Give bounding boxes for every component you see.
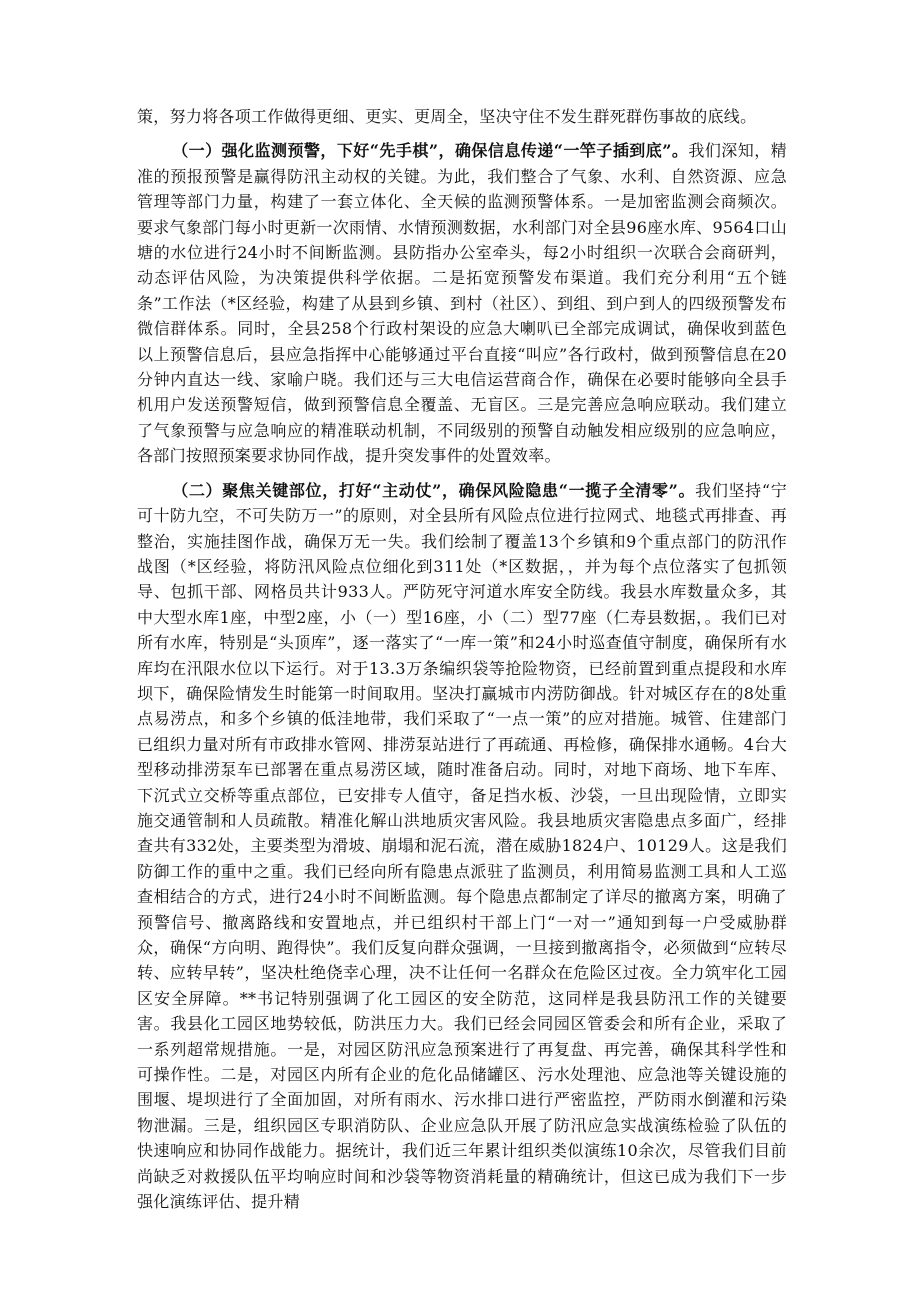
intro-paragraph-tail (137, 104, 787, 129)
section-1-body: 我们深知，精准的预报预警是赢得防汛主动权的关键。为此，我们整合了气象、水利、自然资源、应急管理等部门力量，构建了一套立体化、全天候的监测预警体系。一是加密监测会商频次。要求气象部门每小时更新一次雨情、水情预测数据，水利部门对全县96座水库、9564口山塘的水位进行24小时不间断监测。县防指办公室牵头，每2小时组织一次联合会商研判，动态评估风险，为决策提供科学依据。二是拓宽预警发布渠道。我们充分利用“五个链条”工作法（*区经验，构建了从县到乡镇、到村（社区）、到组、到户到人的四级预警发布微信群体系。同时，全县258个行政村架设的应急大喇叭已全部完成调试，确保收到蓝色以上预警信息后，县应急指挥中心能够通过平台直接“叫应”各行政村，做到预警信息在20分钟内直达一线、家喻户晓。我们还与三大电信运营商合作，确保在必要时能够向全县手机用户发送预警短信，做到预警信息全覆盖、无盲区。三是完善应急响应联动。我们建立了气象预警与应急响应的精准联动机制，不同级别的预警自动触发相应级别的应急响应，各部门按照预案要求协同作战，提升突发事件的处置效率。 (137, 141, 787, 466)
section-2-paragraph (137, 478, 787, 1215)
section-2-heading: （二）聚焦关键部位，打好“主动仗”，确保风险隐患“一揽子全清零”。 (172, 480, 696, 500)
section-1-heading: （一）强化监测预警，下好“先手棋”，确保信息传递“一竿子插到底”。 (172, 141, 689, 161)
section-2-body: 我们坚持“宁可十防九空，不可失防万一”的原则，对全县所有风险点位进行拉网式、地毯式再排查、再整治，实施挂图作战，确保万无一失。我们绘制了覆盖13个乡镇和9个重点部门的防汛作战图（*区经验，将防汛风险点位细化到311处（*区数据，，并为每个点位落实了包抓领导、包抓干部、网格员共计933人。严防死守河道水库安全防线。我县水库数量众多，其中大型水库1座，中型2座，小（一）型16座，小（二）型77座（仁寿县数据，。我们已对所有水库，特别是“头顶库”，逐一落实了“一库一策”和24小时巡查值守制度，确保所有水库均在汛限水位以下运行。对于13.3万条编织袋等抢险物资，已经前置到重点提段和水库坝下，确保险情发生时能第一时间取用。坚决打赢城市内涝防御战。针对城区存在的8处重点易涝点，和多个乡镇的低洼地带，我们采取了“一点一策”的应对措施。城管、住建部门已组织力量对所有市政排水管网、排涝泵站进行了再疏通、再检修，确保排水通畅。4台大型移动排涝泵车已部署在重点易涝区域，随时准备启动。同时，对地下商场、地下车库、下沉式立交桥等重点部位，已安排专人值守，备足挡水板、沙袋，一旦出现险情，立即实施交通管制和人员疏散。精准化解山洪地质灾害风险。我县地质灾害隐患点多面广，经排查共有332处，主要类型为滑坡、崩塌和泥石流，潜在威胁1824户、10129人。这是我们防御工作的重中之重。我们已经向所有隐患点派驻了监测员，利用简易监测工具和人工巡查相结合的方式，进行24小时不间断监测。每个隐患点都制定了详尽的撤离方案，明确了预警信号、撤离路线和安置地点，并已组织村干部上门“一对一”通知到每一户受威胁群众，确保“方向明、跑得快”。我们反复向群众强调，一旦接到撤离指令，必须做到“应转尽转、应转早转”，坚决杜绝侥幸心理，决不让任何一名群众在危险区过夜。全力筑牢化工园区安全屏障。**书记特别强调了化工园区的安全防范，这同样是我县防汛工作的关键要害。我县化工园区地势较低，防洪压力大。我们已经会同园区管委会和所有企业，采取了一系列超常规措施。一是，对园区防汛应急预案进行了再复盘、再完善，确保其科学性和可操作性。二是，对园区内所有企业的危化品储罐区、污水处理池、应急池等关键设施的围堰、堤坝进行了全面加固，对所有雨水、污水排口进行严密监控，严防雨水倒灌和污染物泄漏。三是，组织园区专职消防队、企业应急队开展了防汛应急实战演练检验了队伍的快速响应和协同作战能力。据统计，我们近三年累计组织类似演练10余次，尽管我们目前尚缺乏对救援队伍平均响应时间和沙袋等物资消耗量的精确统计，但这已成为我们下一步强化演练评估、提升精 (137, 480, 787, 1212)
intro-text: 策，努力将各项工作做得更细、更实、更周全，坚决守住不发生群死群伤事故的底线。 (137, 107, 757, 126)
section-1-paragraph (137, 138, 787, 468)
document-body (137, 104, 787, 1214)
